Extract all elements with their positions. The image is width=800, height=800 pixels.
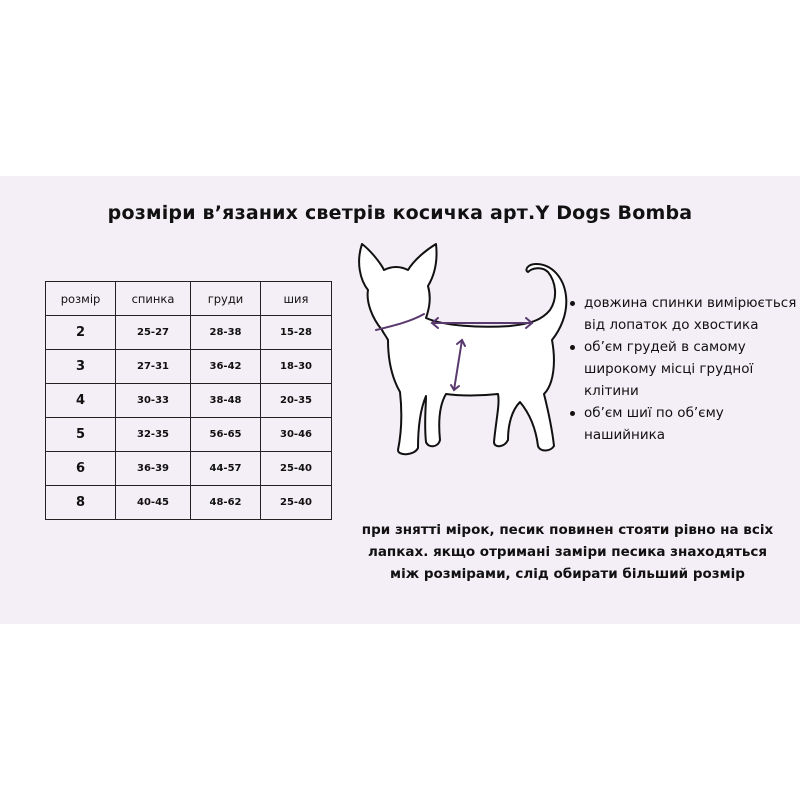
bullet-icon <box>570 411 575 416</box>
bullet-icon <box>570 301 575 306</box>
cell-neck: 18-30 <box>261 350 332 384</box>
table-row <box>46 418 332 452</box>
table-header-row <box>46 282 332 316</box>
header-size: розмір <box>46 282 116 316</box>
cell-back: 40-45 <box>116 486 191 520</box>
cell-size: 5 <box>46 418 116 452</box>
header-back: спинка <box>116 282 191 316</box>
cell-back: 25-27 <box>116 316 191 350</box>
cell-neck: 20-35 <box>261 384 332 418</box>
cell-neck: 25-40 <box>261 452 332 486</box>
table-row <box>46 452 332 486</box>
cell-size: 6 <box>46 452 116 486</box>
cell-chest: 38-48 <box>191 384 261 418</box>
cell-size: 3 <box>46 350 116 384</box>
cell-neck: 15-28 <box>261 316 332 350</box>
size-table <box>45 281 332 520</box>
cell-back: 36-39 <box>116 452 191 486</box>
cell-neck: 25-40 <box>261 486 332 520</box>
list-item: об’єм грудей в самому широкому місці грудної клітини <box>568 336 800 402</box>
cell-chest: 28-38 <box>191 316 261 350</box>
bullet-icon <box>570 345 575 350</box>
dog-measurement-illustration <box>355 237 575 465</box>
cell-chest: 56-65 <box>191 418 261 452</box>
cell-size: 8 <box>46 486 116 520</box>
table-row <box>46 384 332 418</box>
cell-chest: 48-62 <box>191 486 261 520</box>
cell-size: 2 <box>46 316 116 350</box>
measuring-advice: при знятті мірок, песик повинен стояти рівно на всіх лапках. якщо отримані заміри песика знаходяться між розмірами, слід обирати більший розмір <box>361 522 774 582</box>
header-chest: груди <box>191 282 261 316</box>
cell-back: 30-33 <box>116 384 191 418</box>
cell-back: 27-31 <box>116 350 191 384</box>
measurement-notes <box>568 292 800 446</box>
list-item: об’єм шиї по об’єму нашийника <box>568 402 800 446</box>
table-row <box>46 350 332 384</box>
cell-neck: 30-46 <box>261 418 332 452</box>
header-neck: шия <box>261 282 332 316</box>
cell-size: 4 <box>46 384 116 418</box>
cell-back: 32-35 <box>116 418 191 452</box>
dog-silhouette-icon <box>359 244 566 454</box>
page-title: розміри в’язаних светрів косичка арт.Y Dogs Bomba <box>107 202 693 224</box>
table-row <box>46 316 332 350</box>
cell-chest: 36-42 <box>191 350 261 384</box>
list-item: довжина спинки вимірюється від лопаток до хвостика <box>568 292 800 336</box>
table-row <box>46 486 332 520</box>
cell-chest: 44-57 <box>191 452 261 486</box>
